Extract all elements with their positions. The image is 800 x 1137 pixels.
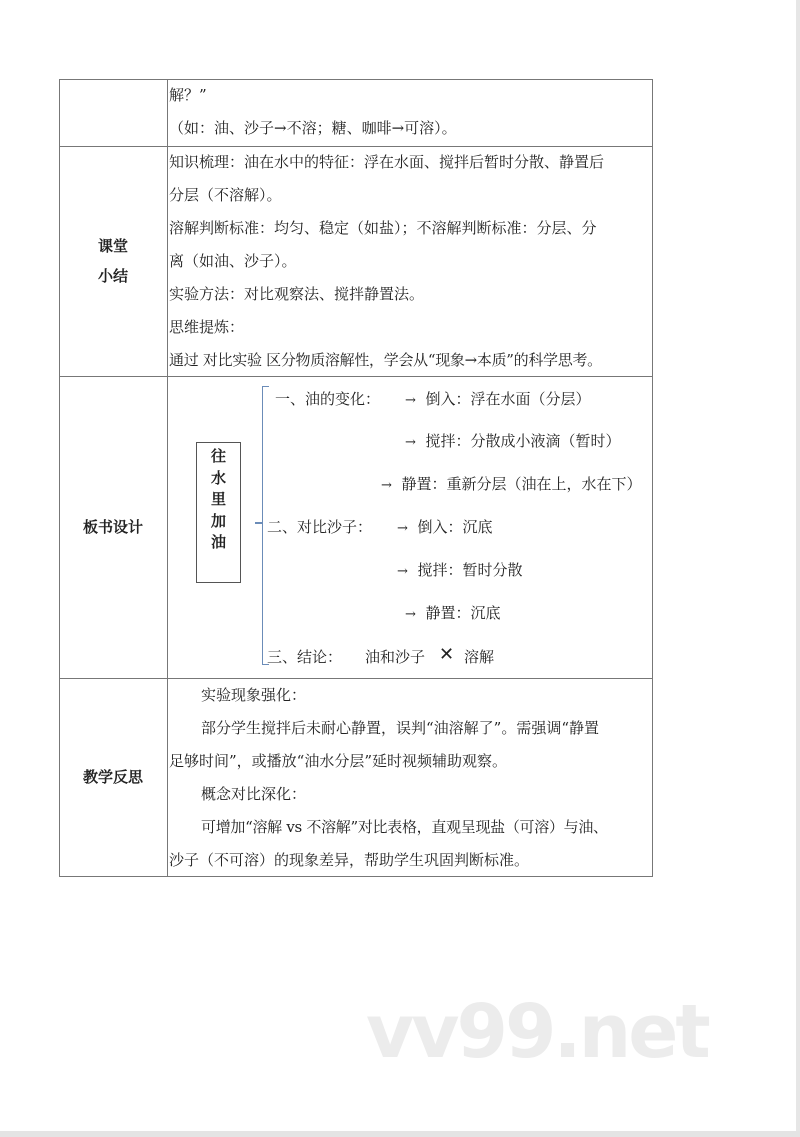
page-edge — [796, 0, 800, 1131]
board-item: → 倒入：沉底 — [397, 518, 493, 536]
text-line: 思维提炼： — [169, 318, 245, 336]
row-label-summary — [59, 236, 167, 286]
section-heading: 二、对比沙子： — [267, 518, 373, 536]
summary-content — [169, 146, 651, 377]
text-line: 概念对比深化： — [201, 785, 307, 803]
table-border — [652, 79, 653, 877]
brace-tick — [255, 522, 263, 524]
text-line: 知识梳理：油在水中的特征：浮在水面、搅拌后暂时分散、静置后 — [169, 153, 605, 171]
text-line: 分层（不溶解）。 — [169, 186, 282, 204]
arrow-right-icon: → — [381, 478, 392, 493]
title-char: 水 — [210, 468, 226, 487]
arrow-right-icon: → — [405, 393, 416, 408]
arrow-right-icon: → — [397, 521, 408, 536]
text-line: 足够时间”，或播放“油水分层”延时视频辅助观察。 — [169, 752, 508, 770]
text-line: 实验方法：对比观察法、搅拌静置法。 — [169, 285, 425, 303]
board-item: → 搅拌：分散成小液滴（暂时） — [405, 432, 621, 450]
arrow-right-icon: → — [405, 435, 416, 450]
text-line: 离（如油、沙子）。 — [169, 252, 297, 270]
board-item: → 搅拌：暂时分散 — [397, 561, 523, 579]
title-char: 里 — [210, 490, 226, 508]
board-item: → 静置：沉底 — [405, 604, 501, 622]
text-line: 沙子（不可溶）的现象差异，帮助学生巩固判断标准。 — [169, 851, 530, 869]
text-line: 可增加“溶解 vs 不溶解”对比表格，直观呈现盐（可溶）与油、 — [201, 818, 608, 836]
conclusion-subject: 油和沙子 — [365, 648, 426, 666]
title-char: 加 — [210, 511, 226, 530]
section-heading: 一、油的变化： — [275, 390, 381, 408]
title-char: 油 — [210, 533, 226, 551]
label-line: 课堂 — [97, 237, 128, 255]
board-title-box — [196, 442, 241, 583]
text-line: 实验现象强化： — [201, 686, 307, 704]
text-line: 部分学生搅拌后未耐心静置，误判“油溶解了”。需强调“静置 — [201, 719, 600, 737]
arrow-right-icon: → — [405, 607, 416, 622]
title-char: 往 — [210, 447, 226, 465]
text-line: 解？” — [169, 86, 207, 104]
cross-icon: ✕ — [439, 644, 455, 665]
page-bottom-band — [0, 1131, 800, 1137]
board-item: → 倒入：浮在水面（分层） — [405, 390, 591, 408]
arrow-right-icon: → — [397, 564, 408, 579]
board-item: → 静置：重新分层（油在上，水在下） — [381, 475, 642, 493]
text-line: （如：油、沙子→不溶；糖、咖啡→可溶）。 — [169, 119, 457, 137]
row-continued-content — [169, 79, 651, 145]
section-heading: 三、结论： — [267, 648, 343, 666]
table-border — [167, 79, 168, 877]
row-label-board-design: 板书设计 — [82, 518, 143, 536]
text-line: 通过 对比实验 区分物质溶解性，学会从“现象→本质”的科学思考。 — [169, 351, 602, 369]
table-border — [59, 79, 60, 877]
label-line: 小结 — [97, 267, 128, 285]
conclusion-object: 溶解 — [464, 648, 495, 666]
text-line: 溶解判断标准：均匀、稳定（如盐）；不溶解判断标准：分层、分 — [169, 219, 597, 237]
row-label-reflection: 教学反思 — [82, 768, 143, 786]
reflection-content — [169, 679, 651, 877]
watermark: vv99.net — [366, 989, 708, 1075]
